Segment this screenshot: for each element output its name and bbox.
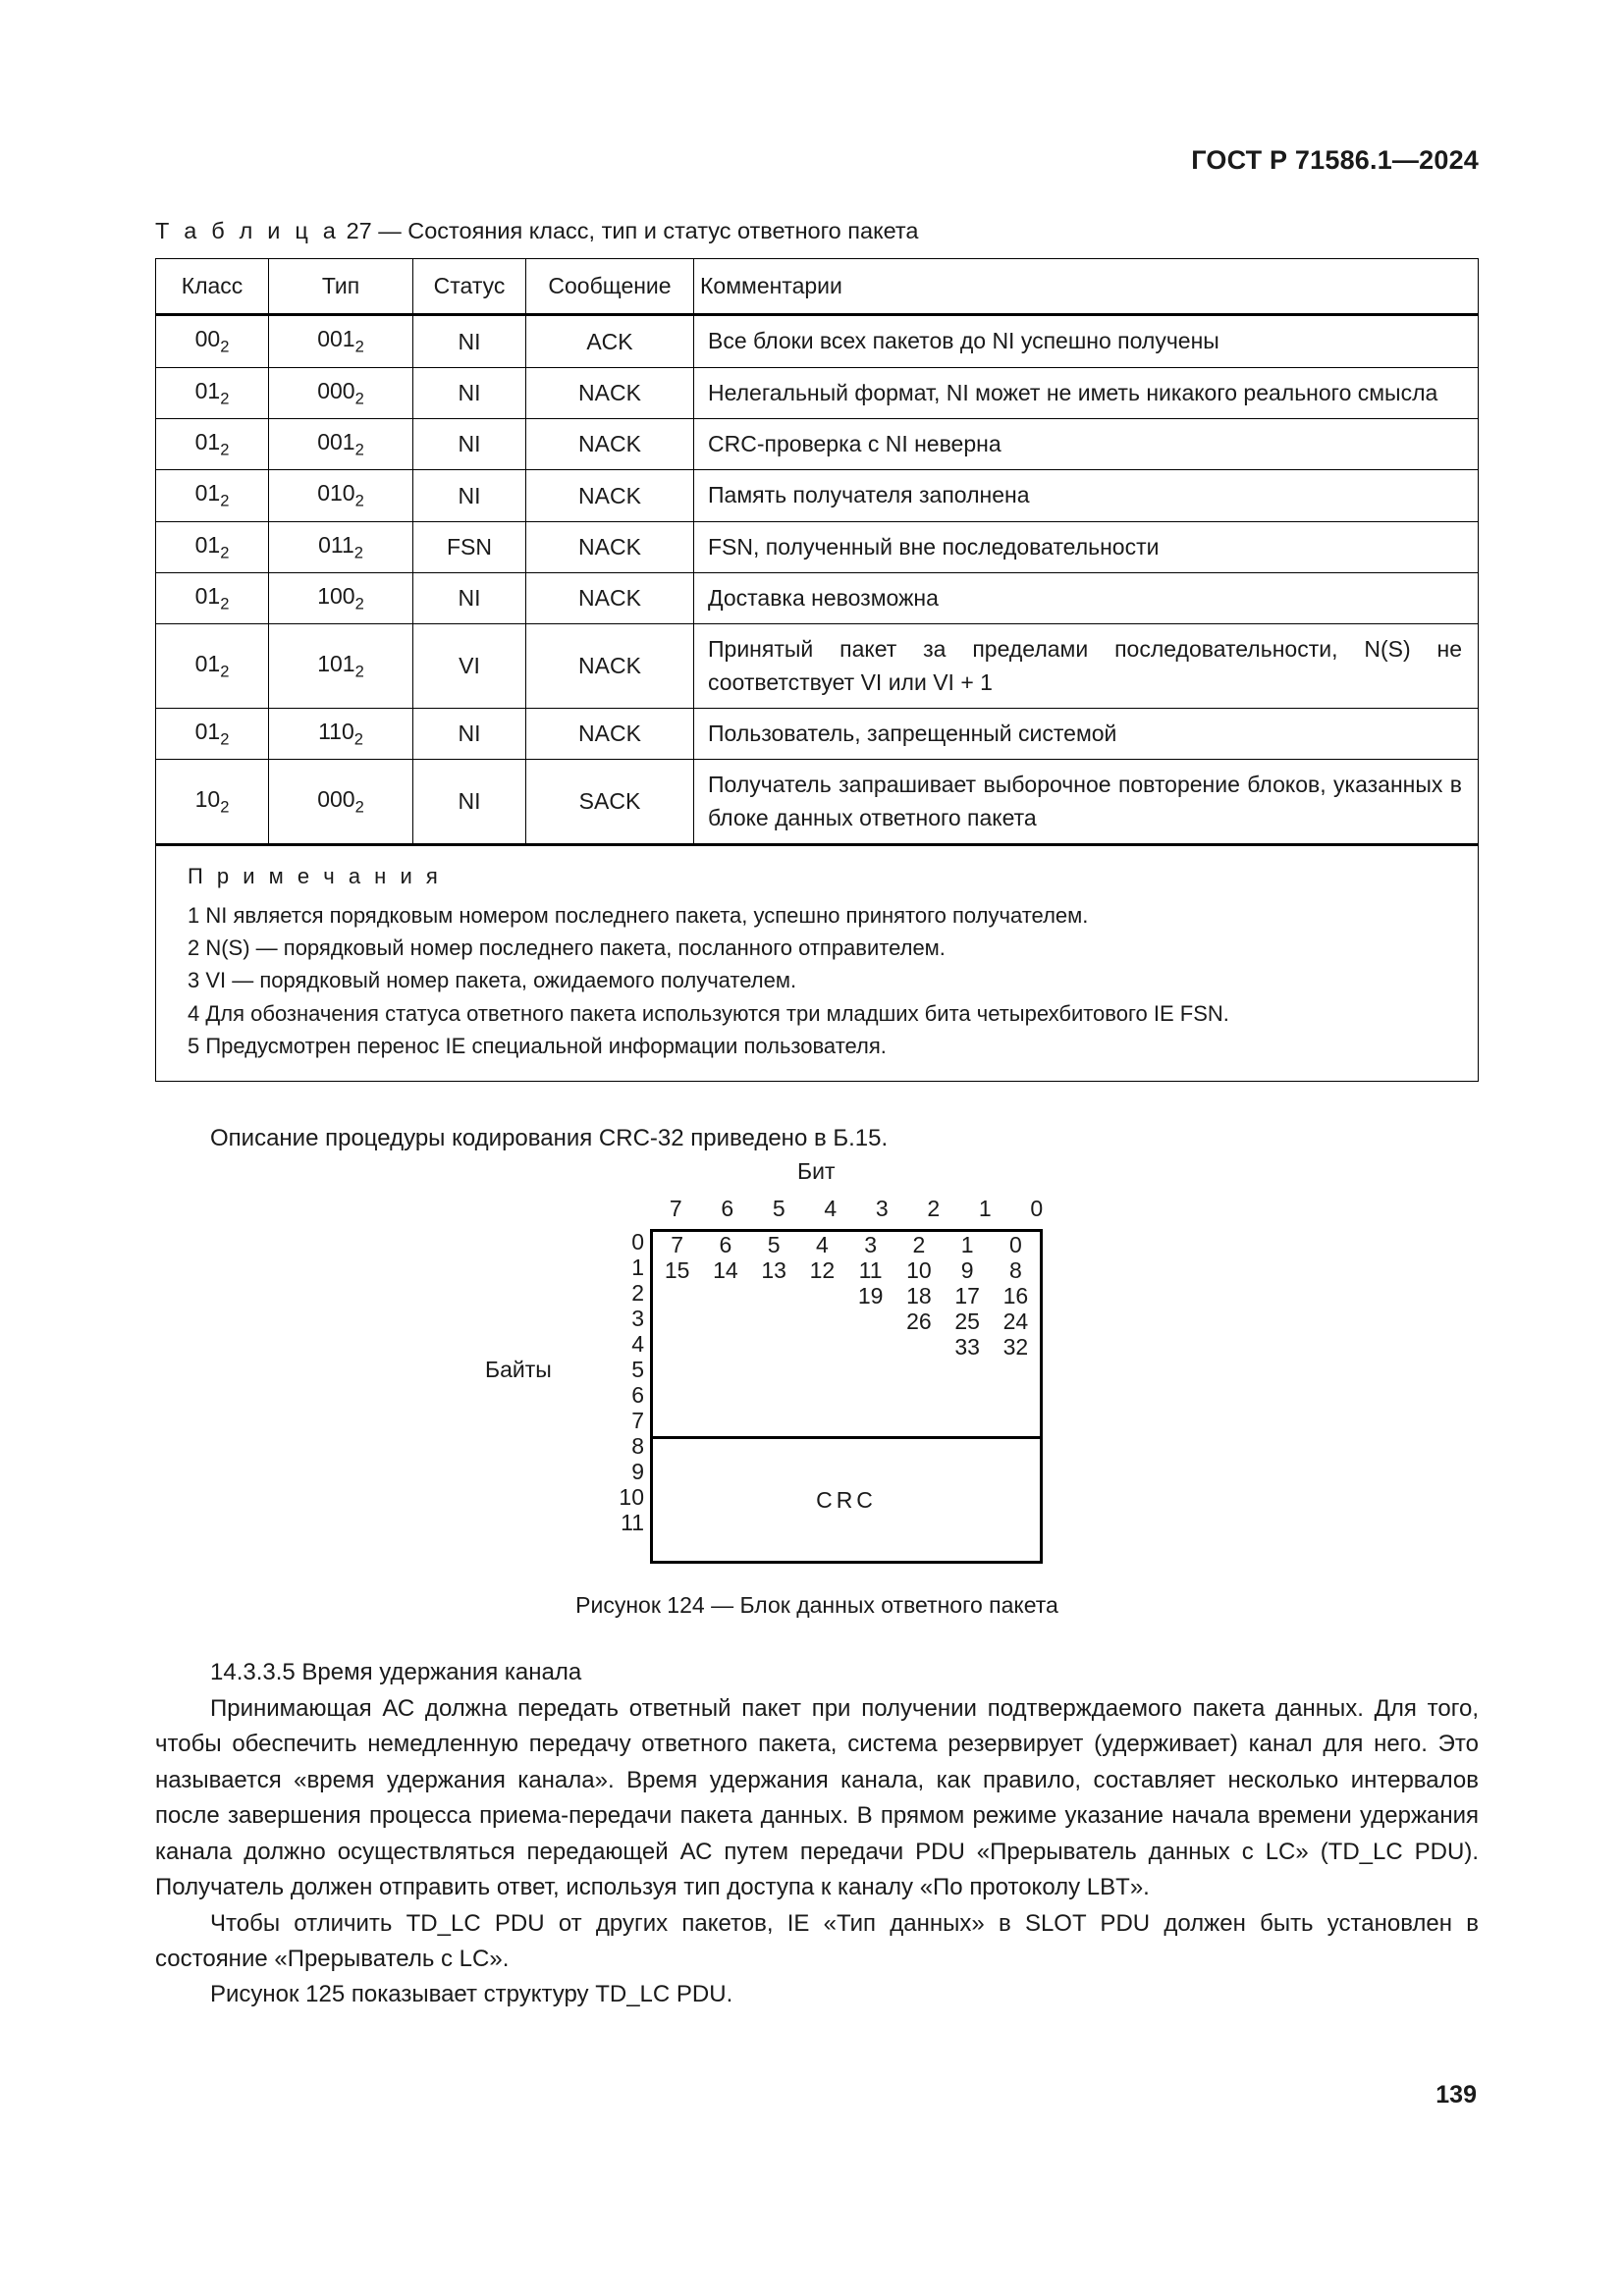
byte-label: 2 (631, 1280, 644, 1307)
bit-label: 1 (978, 1196, 992, 1222)
body-paragraph: Чтобы отличить TD_LC PDU от других пакетов, IE «Тип данных» в SLOT PDU должен быть установлен в состояние «Прерыватель с LC». (155, 1909, 1479, 1972)
bit-label: 6 (721, 1196, 734, 1222)
bit-label: 2 (927, 1196, 941, 1222)
grid-cell: 8 (1008, 1257, 1022, 1284)
byte-label: 1 (631, 1255, 644, 1281)
grid-cell: 33 (954, 1334, 980, 1361)
cell-message: NACK (526, 367, 694, 418)
byte-label: 5 (631, 1357, 644, 1383)
cell-class: $01_2$ (156, 709, 269, 760)
cell-comment: Память получателя заполнена (694, 470, 1479, 521)
cell-message: NACK (526, 521, 694, 572)
grid-row (653, 1385, 1040, 1411)
cell-status: NI (413, 367, 526, 418)
cell-type: $000_2$ (269, 760, 413, 845)
cell-type: $110_2$ (269, 709, 413, 760)
cell-class: $01_2$ (156, 470, 269, 521)
table-row (156, 470, 1479, 521)
grid-cell: 14 (713, 1257, 738, 1284)
byte-label: 9 (631, 1459, 644, 1485)
column-header-type: Тип (269, 259, 413, 315)
grid-row (653, 1360, 1040, 1385)
cell-message: NACK (526, 470, 694, 521)
byte-label: 3 (631, 1306, 644, 1332)
grid-row (653, 1232, 1040, 1257)
table-row (156, 760, 1479, 845)
grid-cell: 15 (664, 1257, 690, 1284)
note-item: 1 NI является порядковым номером последнего пакета, успешно принятого получателем. (188, 902, 1089, 928)
table-caption (155, 218, 1479, 244)
byte-axis-labels (605, 1229, 644, 1535)
note-item: 2 N(S) — порядковый номер последнего пакета, посланного отправителем. (188, 935, 946, 960)
body-paragraph: Рисунок 125 показывает структуру TD_LC PDU. (210, 1981, 733, 2008)
byte-label: 6 (631, 1382, 644, 1409)
status-table (155, 258, 1479, 1082)
byte-label: 8 (631, 1433, 644, 1460)
byte-label: 4 (631, 1331, 644, 1358)
grid-cell: 3 (864, 1232, 878, 1258)
bit-axis-labels (650, 1196, 1062, 1222)
crc-reference-paragraph: Описание процедуры кодирования CRC-32 приведено в Б.15. (210, 1124, 889, 1151)
bit-label: 7 (669, 1196, 682, 1222)
note-item: 4 Для обозначения статуса ответного пакета используются три младших бита четырехбитового IE FSN. (188, 1000, 1229, 1026)
grid-cell: 19 (857, 1283, 884, 1309)
byte-label: 10 (619, 1484, 644, 1511)
cell-status: NI (413, 760, 526, 845)
cell-status: NI (413, 470, 526, 521)
cell-class: $01_2$ (156, 573, 269, 624)
grid-cell: 4 (815, 1232, 829, 1258)
table-caption-text: 27 — Состояния класс, тип и статус ответного пакета (346, 218, 919, 243)
grid-cell: 6 (719, 1232, 732, 1258)
cell-comment: Все блоки всех пакетов до NI успешно получены (694, 315, 1479, 367)
grid-row (653, 1334, 1040, 1360)
crc-block: CRC (653, 1436, 1040, 1561)
column-header-status: Статус (413, 259, 526, 315)
grid-row (653, 1257, 1040, 1283)
table-row (156, 419, 1479, 470)
grid-cell: 10 (906, 1257, 932, 1284)
column-header-message: Сообщение (526, 259, 694, 315)
grid-cell: 24 (1002, 1308, 1029, 1335)
grid-cell: 0 (1008, 1232, 1022, 1258)
byte-label: 11 (621, 1510, 644, 1536)
table-row (156, 315, 1479, 367)
cell-type: $001_2$ (269, 419, 413, 470)
notes-title: П р и м е ч а н и я (188, 864, 442, 889)
bit-label: 4 (824, 1196, 838, 1222)
cell-comment: Доставка невозможна (694, 573, 1479, 624)
cell-status: NI (413, 315, 526, 367)
table-caption-label: Т а б л и ц а (155, 218, 341, 243)
grid-row (653, 1283, 1040, 1308)
cell-status: VI (413, 624, 526, 709)
byte-label: 0 (631, 1229, 644, 1255)
table-header-row (156, 259, 1479, 315)
cell-class: $10_2$ (156, 760, 269, 845)
figure-124 (155, 1158, 1479, 1619)
cell-comment: Получатель запрашивает выборочное повторение блоков, указанных в блоке данных ответного пакета (694, 760, 1479, 845)
cell-type: $100_2$ (269, 573, 413, 624)
grid-cell: 12 (809, 1257, 836, 1284)
table-row (156, 573, 1479, 624)
cell-comment: CRC-проверка с NI неверна (694, 419, 1479, 470)
cell-status: FSN (413, 521, 526, 572)
cell-type: $001_2$ (269, 315, 413, 367)
cell-status: NI (413, 419, 526, 470)
cell-message: SACK (526, 760, 694, 845)
cell-type: $000_2$ (269, 367, 413, 418)
packet-grid (650, 1229, 1043, 1564)
cell-class: $00_2$ (156, 315, 269, 367)
grid-cell: 25 (954, 1308, 980, 1335)
figure-caption: Рисунок 124 — Блок данных ответного пакета (575, 1592, 1058, 1619)
bit-label: 3 (875, 1196, 889, 1222)
page-number: 139 (1435, 2081, 1477, 2109)
column-header-class: Класс (156, 259, 269, 315)
bytes-axis-title: Байты (485, 1357, 552, 1383)
cell-status: NI (413, 573, 526, 624)
grid-cell: 5 (767, 1232, 781, 1258)
body-paragraph: Принимающая АС должна передать ответный пакет при получении подтверждаемого пакета данных. Для того, чтобы обеспечить немедленную передачу ответного пакета, система резервирует (удерживает) канал для него. Это называется «время удержания канала». Время удержания канала, как правило, составляет несколько интервалов после завершения процесса приема-передачи пакета данных. В прямом режиме указание начала времени удержания канала должно осуществляться передающей АС путем передачи PDU «Прерыватель данных с LC» (TD_LC PDU). Получатель должен отправить ответ, используя тип доступа к каналу «По протоколу LBT». (155, 1694, 1479, 1901)
cell-type: $011_2$ (269, 521, 413, 572)
cell-class: $01_2$ (156, 367, 269, 418)
section-heading: 14.3.3.5 Время удержания канала (210, 1659, 582, 1686)
cell-class: $01_2$ (156, 419, 269, 470)
cell-comment: Пользователь, запрещенный системой (694, 709, 1479, 760)
grid-cell: 16 (1002, 1283, 1029, 1309)
cell-comment: FSN, полученный вне последовательности (694, 521, 1479, 572)
grid-row (653, 1308, 1040, 1334)
table-row (156, 709, 1479, 760)
cell-type: $010_2$ (269, 470, 413, 521)
table-row (156, 367, 1479, 418)
grid-cell: 26 (906, 1308, 932, 1335)
grid-cell: 13 (761, 1257, 786, 1284)
byte-label: 7 (631, 1408, 644, 1434)
page-content (155, 218, 1479, 2013)
grid-row (653, 1411, 1040, 1436)
cell-message: NACK (526, 573, 694, 624)
cell-message: ACK (526, 315, 694, 367)
table-notes (156, 845, 1479, 1082)
grid-cell: 9 (960, 1257, 974, 1284)
grid-cell: 32 (1002, 1334, 1029, 1361)
cell-class: $01_2$ (156, 521, 269, 572)
column-header-comments: Комментарии (694, 259, 1479, 315)
table-row (156, 521, 1479, 572)
body-text-block (155, 1655, 1479, 2013)
table-row (156, 624, 1479, 709)
grid-cell: 18 (906, 1283, 932, 1309)
note-item: 5 Предусмотрен перенос IE специальной информации пользователя. (188, 1034, 887, 1059)
bit-label: 5 (772, 1196, 785, 1222)
cell-class: $01_2$ (156, 624, 269, 709)
cell-comment: Нелегальный формат, NI может не иметь никакого реального смысла (694, 367, 1479, 418)
bit-label: 0 (1030, 1196, 1044, 1222)
cell-comment: Принятый пакет за пределами последовательности, N(S) не соответствует VI или VI + 1 (694, 624, 1479, 709)
cell-message: NACK (526, 709, 694, 760)
running-header: ГОСТ Р 71586.1—2024 (1191, 145, 1479, 175)
grid-cell: 11 (858, 1257, 883, 1284)
grid-cell: 7 (671, 1232, 684, 1258)
bit-axis-title: Бит (797, 1158, 836, 1185)
cell-message: NACK (526, 419, 694, 470)
cell-status: NI (413, 709, 526, 760)
cell-type: $101_2$ (269, 624, 413, 709)
grid-cell: 2 (912, 1232, 926, 1258)
cell-message: NACK (526, 624, 694, 709)
grid-cell: 17 (954, 1283, 980, 1309)
table-notes-row (156, 845, 1479, 1082)
grid-cell: 1 (960, 1232, 974, 1258)
note-item: 3 VI — порядковый номер пакета, ожидаемого получателем. (188, 968, 797, 993)
